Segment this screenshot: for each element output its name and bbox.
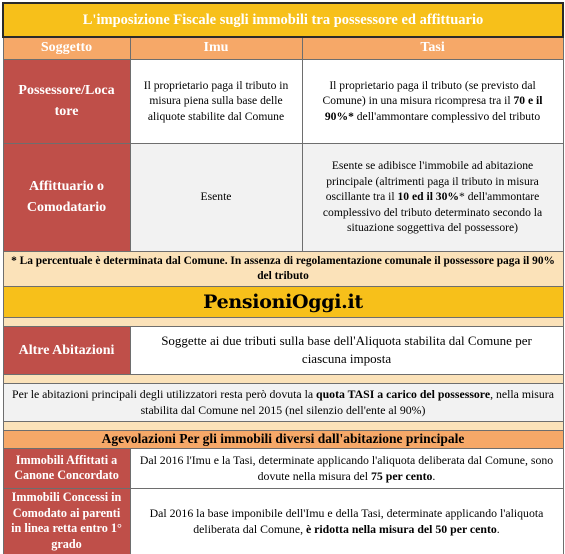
row-label-altre: Altre Abitazioni xyxy=(3,326,130,374)
table-row-canone xyxy=(3,448,563,488)
tax-table-container xyxy=(2,2,562,554)
cell-tasi-affittuario: Esente se adibisce l'immobile ad abitazione principale (altrimenti paga il tributo in misura oscillante tra il 10 ed il 30%* dell'ammontare complessivo del tributo determinato secondo la situazione soggettiva del possessore) xyxy=(302,143,563,251)
table-row-affittuario xyxy=(3,143,563,251)
cell-imu-affittuario: Esente xyxy=(130,143,302,251)
header-imu: Imu xyxy=(130,37,302,59)
spacer-band xyxy=(3,421,563,430)
table-title: L'imposizione Fiscale sugli immobili tra possessore ed affittuario xyxy=(3,3,563,37)
header-soggetto: Soggetto xyxy=(3,37,130,59)
table-row-possessore xyxy=(3,59,563,143)
cell-altre-text: Soggette ai due tributi sulla base dell'Aliquota stabilita dal Comune per ciascuna imposta xyxy=(130,326,563,374)
spacer-band xyxy=(3,374,563,383)
footnote: * La percentuale è determinata dal Comune. In assenza di regolamentazione comunale il possessore paga il 90% del tributo xyxy=(3,251,563,286)
spacer-band xyxy=(3,317,563,326)
agevolazioni-title: Agevolazioni Per gli immobili diversi dall'abitazione principale xyxy=(3,430,563,448)
table-row-altre xyxy=(3,326,563,374)
tax-table xyxy=(2,2,564,554)
brand-banner: PensioniOggi.it xyxy=(3,286,563,317)
cell-imu-possessore: Il proprietario paga il tributo in misura piena sulla base delle aliquote stabilite dal Comune xyxy=(130,59,302,143)
row-label-comodato: Immobili Concessi in Comodato ai parenti in linea retta entro 1° grado xyxy=(3,488,130,554)
principali-note: Per le abitazioni principali degli utilizzatori resta però dovuta la quota TASI a carico del possessore, nella misura stabilita dal Comune nel 2015 (nel silenzio dell'ente al 90%) xyxy=(3,383,563,421)
row-label-possessore: Possessore/Loca tore xyxy=(3,59,130,143)
row-label-canone: Immobili Affittati a Canone Concordato xyxy=(3,448,130,488)
cell-canone-text: Dal 2016 l'Imu e la Tasi, determinate applicando l'aliquota deliberata dal Comune, sono dovute nella misura del 75 per cento. xyxy=(130,448,563,488)
cell-tasi-possessore: Il proprietario paga il tributo (se previsto dal Comune) in una misura ricompresa tra il 70 e il 90%* dell'ammontare complessivo del tributo xyxy=(302,59,563,143)
header-tasi: Tasi xyxy=(302,37,563,59)
row-label-affittuario: Affittuario o Comodatario xyxy=(3,143,130,251)
cell-comodato-text: Dal 2016 la base imponibile dell'Imu e della Tasi, determinate applicando l'aliquota deliberata dal Comune, è ridotta nella misura del 50 per cento. xyxy=(130,488,563,554)
table-row-comodato xyxy=(3,488,563,554)
